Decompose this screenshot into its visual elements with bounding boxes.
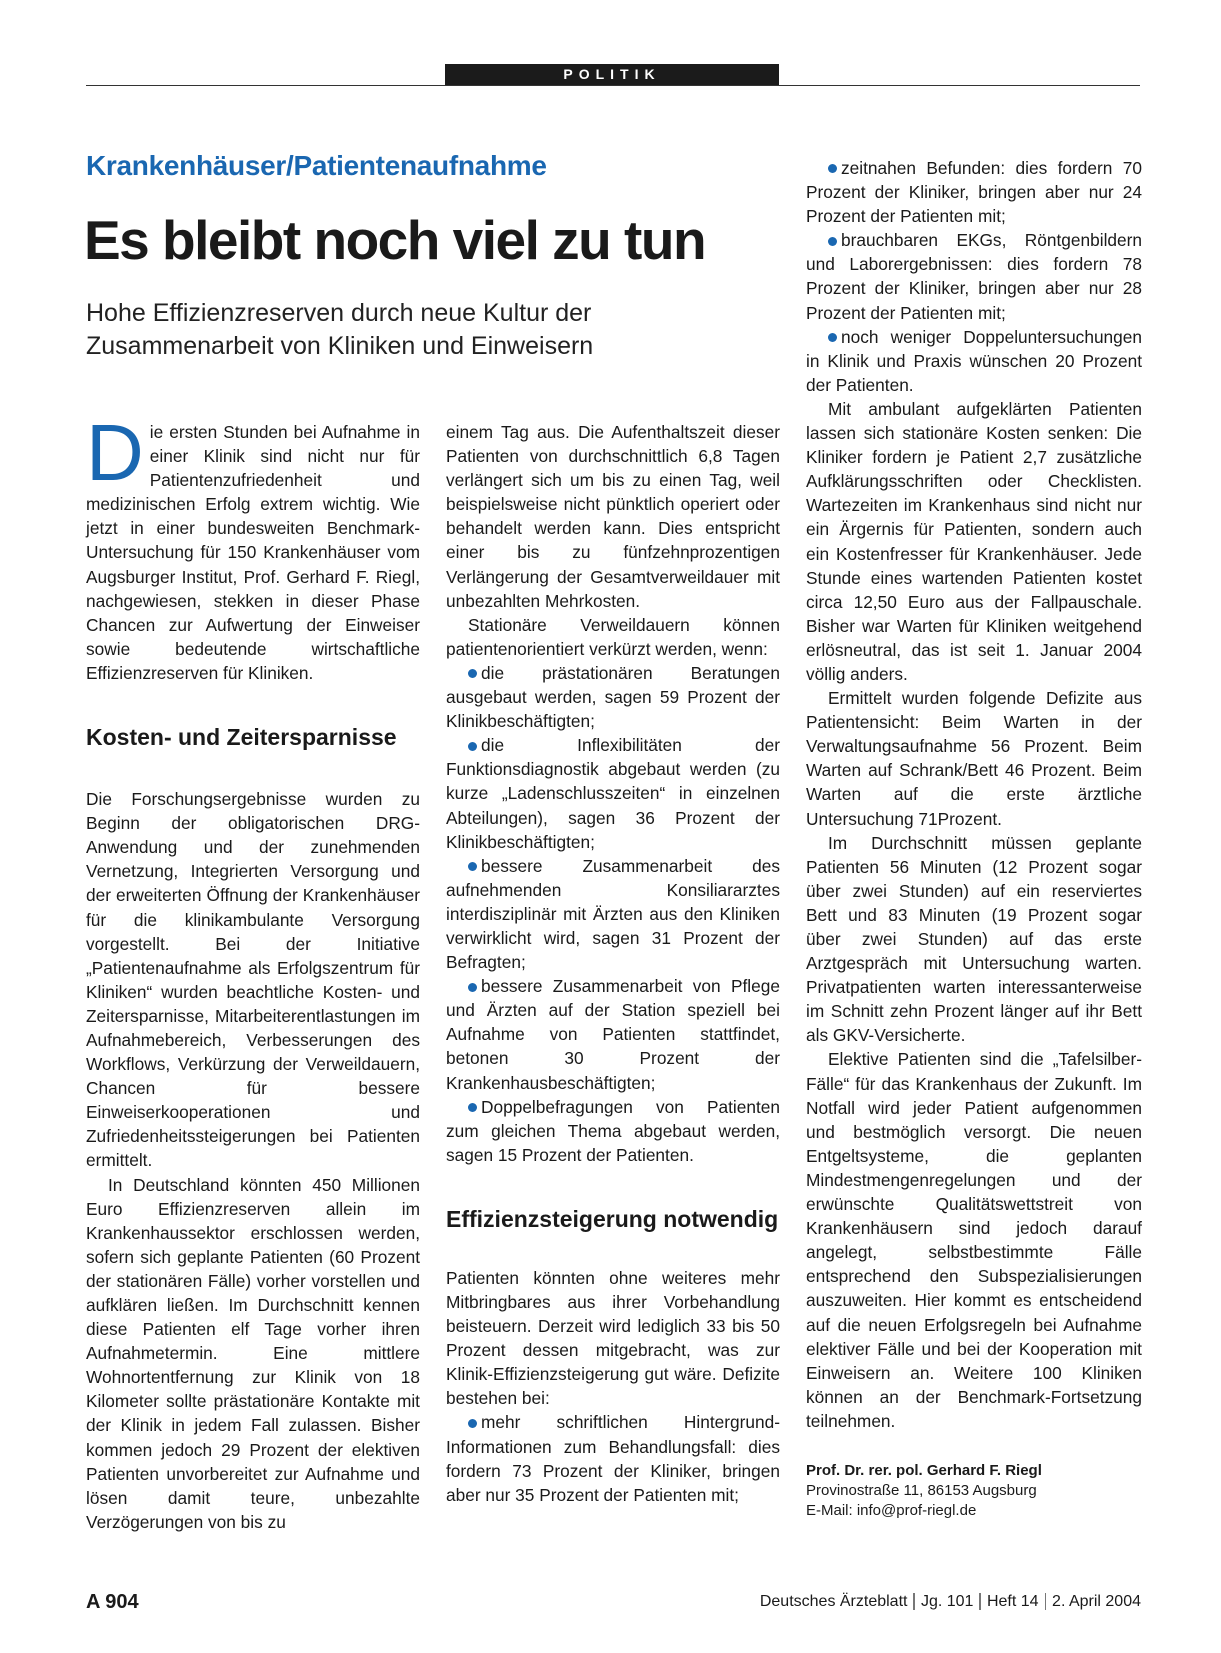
list-item: bessere Zusammenarbeit von Pflege und Ärzten auf der Station speziell bei Aufnahme von Patienten stattfindet, betonen 30 Prozent der Krankenhausbeschäftigten; [446, 976, 780, 1093]
article-kicker: Krankenhäuser/Patientenaufnahme [86, 150, 547, 181]
intro-paragraph [86, 408, 420, 685]
author-block [806, 1461, 1142, 1521]
journal-name: Deutsches Ärzteblatt [759, 1593, 908, 1610]
list-item: mehr schriftlichen Hintergrund-Informationen zum Behandlungsfall: dies fordern 73 Prozent der Kliniker, bringen aber nur 35 Prozent der Patienten mit; [446, 1412, 780, 1505]
volume: Jg. 101 [920, 1593, 974, 1610]
bullet-icon [828, 333, 837, 342]
paragraph: Im Durchschnitt müssen geplante Patienten 56 Minuten (12 Prozent sogar über zwei Stunden) auf ein reserviertes Bett und 83 Minuten (19 Prozent sogar über zwei Stunden) auf das erste Arztgespräch mit Untersuchung warten. Privatpatienten warten interessanterweise im Schnitt zehn Prozent länger auf ihr Bett als GKV-Versicherte. [806, 832, 1142, 1046]
dropcap: D [86, 408, 144, 497]
bullet-icon [468, 1419, 477, 1428]
list-item: Doppelbefragungen von Patienten zum gleichen Thema abgebaut werden, sagen 15 Prozent der Patienten. [446, 1096, 780, 1165]
bullet-icon [828, 237, 837, 246]
list-item: zeitnahen Befunden: dies fordern 70 Prozent der Kliniker, bringen aber nur 24 Prozent der Patienten mit; [806, 158, 1142, 227]
author-email: E-Mail: info@prof-riegl.de [806, 1501, 977, 1519]
paragraph: Patienten könnten ohne weiteres mehr Mitbringbares aus ihrer Vorbehandlung beisteuern. Derzeit wird lediglich 33 bis 50 Prozent dessen mitgebracht, was zur Klinik-Effizienzsteigerung gut wäre. Defizite bestehen bei: [446, 1267, 780, 1409]
list-item: noch weniger Doppeluntersuchungen in Klinik und Praxis wünschen 20 Prozent der Patienten. [806, 326, 1142, 395]
column-1 [86, 408, 420, 1534]
paragraph: Elektive Patienten sind die „Tafelsilber-Fälle“ für das Krankenhaus der Zukunft. Im Notfall wird jeder Patient aufgenommen und bestmöglich versorgt. Die neuen Entgeltsysteme, die geplanten Mindestmengenregelungen und der erwünschte Qualitätswettstreit von Krankenhäusern sind jedoch darauf angelegt, selbstbestimmte Fälle entsprechend den Subspezialisierungen auszuweiten. Hier kommt es entscheidend auf die neuen Erfolgsregeln bei Aufnahme elektiver Fälle und bei der Kooperation mit Einweisern an. Weitere 100 Kliniken können an der Benchmark-Fortsetzung teilnehmen. [806, 1049, 1142, 1431]
section-tag: POLITIK [445, 64, 779, 85]
bullet-icon [828, 164, 837, 173]
article-title: Es bleibt noch viel zu tun [84, 209, 706, 271]
section-heading-efficiency: Effizienzsteigerung notwendig [446, 1205, 779, 1232]
paragraph: Mit ambulant aufgeklärten Patienten lassen sich stationäre Kosten senken: Die Kliniker fordern je Patient 2,7 zusätzliche Aufklärungsschriften oder Checklisten. Wartezeiten im Krankenhaus sind nicht nur ein Ärgernis für Patienten, sondern auch ein Kostenfresser für Krankenhäuser. Jede Stunde eines wartenden Patienten kostet circa 12,50 Euro aus der Fallpauschale. Bisher war Warten für Kliniken weitgehend erlösneutral, das ist seit 1. Januar 2004 völlig anders. [806, 398, 1142, 684]
paragraph: In Deutschland könnten 450 Millionen Euro Effizienzreserven allein im Krankenhaussektor erschlossen werden, sofern sich geplante Patienten (60 Prozent der stationären Fälle) vorher vorstellen und aufklären ließen. Im Durchschnitt kennen diese Patienten elf Tage vorher ihren Aufnahmetermin. Eine mittlere Wohnortentfernung zur Klinik von 18 Kilometer sollte prästationäre Kontakte mit der Klinik in jedem Fall zulassen. Bisher kommen jedoch 29 Prozent der elektiven Patienten unvorbereitet zur Aufnahme und lösen damit teure, unbezahlte Verzögerungen von bis zu [86, 1174, 420, 1532]
paragraph: Ermittelt wurden folgende Defizite aus Patientensicht: Beim Warten in der Verwaltungsaufnahme 56 Prozent. Beim Warten auf Schrank/Bett 46 Prozent. Beim Warten auf die erste ärztliche Untersuchung 71Prozent. [806, 688, 1142, 829]
issue: Heft 14 [986, 1593, 1039, 1610]
date: 2. April 2004 [1052, 1593, 1141, 1610]
paragraph: einem Tag aus. Die Aufenthaltszeit dieser Patienten von durchschnittlich 6,8 Tagen verlängert sich um bis zu einen Tag, weil beispielsweise nicht pünktlich operiert oder behandelt werden kann. Dies entspricht einer bis zu fünfzehnprozentigen Verlängerung der Gesamtverweildauer mit unbezahlten Mehrkosten. [446, 422, 780, 611]
list-item: bessere Zusammenarbeit des aufnehmenden Konsiliararztes interdisziplinär mit Ärzten aus den Kliniken verwirklicht wird, sagen 31 Prozent der Befragten; [446, 855, 780, 973]
column-3 [806, 156, 1142, 1521]
column-2 [446, 420, 780, 1507]
intro-text: ie ersten Stunden bei Aufnahme in einer Klinik sind nicht nur für Patientenzufriedenheit und medizinischen Erfolg extrem wichtig. Wie jetzt in einer bundesweiten Benchmark-Untersuchung für 150 Krankenhäuser vom Augsburger Institut, Prof. Gerhard F. Riegl, nachgewiesen, stekken in dieser Phase Chancen zur Aufwertung der Einweiser sowie bedeutende wirtschaftliche Effizienzreserven für Kliniken. [86, 422, 420, 683]
list-item: die Inflexibilitäten der Funktionsdiagnostik abgebaut werden (zu kurze „Ladenschlusszeiten“ in einzelnen Abteilungen), sagen 36 Prozent der Klinikbeschäftigten; [446, 735, 780, 852]
bullet-icon [468, 1103, 477, 1112]
article-subtitle: Hohe Effizienzreserven durch neue Kultur der Zusammenarbeit von Kliniken und Einweisern [86, 299, 594, 360]
author-address: Provinostraße 11, 86153 Augsburg [806, 1481, 1037, 1499]
header-rule [86, 85, 1140, 86]
author-name: Prof. Dr. rer. pol. Gerhard F. Riegl [806, 1461, 1042, 1479]
bullet-icon [468, 669, 477, 678]
bullet-icon [468, 862, 477, 871]
bullet-icon [468, 983, 477, 992]
list-item: brauchbaren EKGs, Röntgenbildern und Laborergebnissen: dies fordern 78 Prozent der Kliniker, bringen aber nur 28 Prozent der Patienten mit; [806, 230, 1142, 323]
page-number: A 904 [86, 1591, 139, 1613]
list-item: die prästationären Beratungen ausgebaut werden, sagen 59 Prozent der Klinikbeschäftigten; [446, 662, 780, 732]
separator [1045, 1593, 1047, 1610]
bullet-icon [468, 742, 477, 751]
paragraph: Stationäre Verweildauern können patientenorientiert verkürzt werden, wenn: [446, 614, 780, 659]
separator [979, 1593, 981, 1610]
paragraph: Die Forschungsergebnisse wurden zu Beginn der obligatorischen DRG-Anwendung und der zunehmenden Vernetzung, Integrierten Versorgung und der erweiterten Öffnung der Krankenhäuser für die klinikambulante Versorgung vorgestellt. Bei der Initiative „Patientenaufnahme als Erfolgszentrum für Kliniken“ wurden beachtliche Kosten- und Zeitersparnisse, Mitarbeiterentlastungen im Aufnahmebereich, Verbesserungen des Workflows, Verkürzung der Verweildauern, Chancen für bessere Einweiserkooperationen und Zufriedenheitssteigerungen bei Patienten ermittelt. [86, 789, 420, 1171]
footer-citation [760, 1593, 1141, 1611]
section-heading-costs: Kosten- und Zeitersparnisse [86, 724, 397, 751]
separator [913, 1593, 915, 1610]
